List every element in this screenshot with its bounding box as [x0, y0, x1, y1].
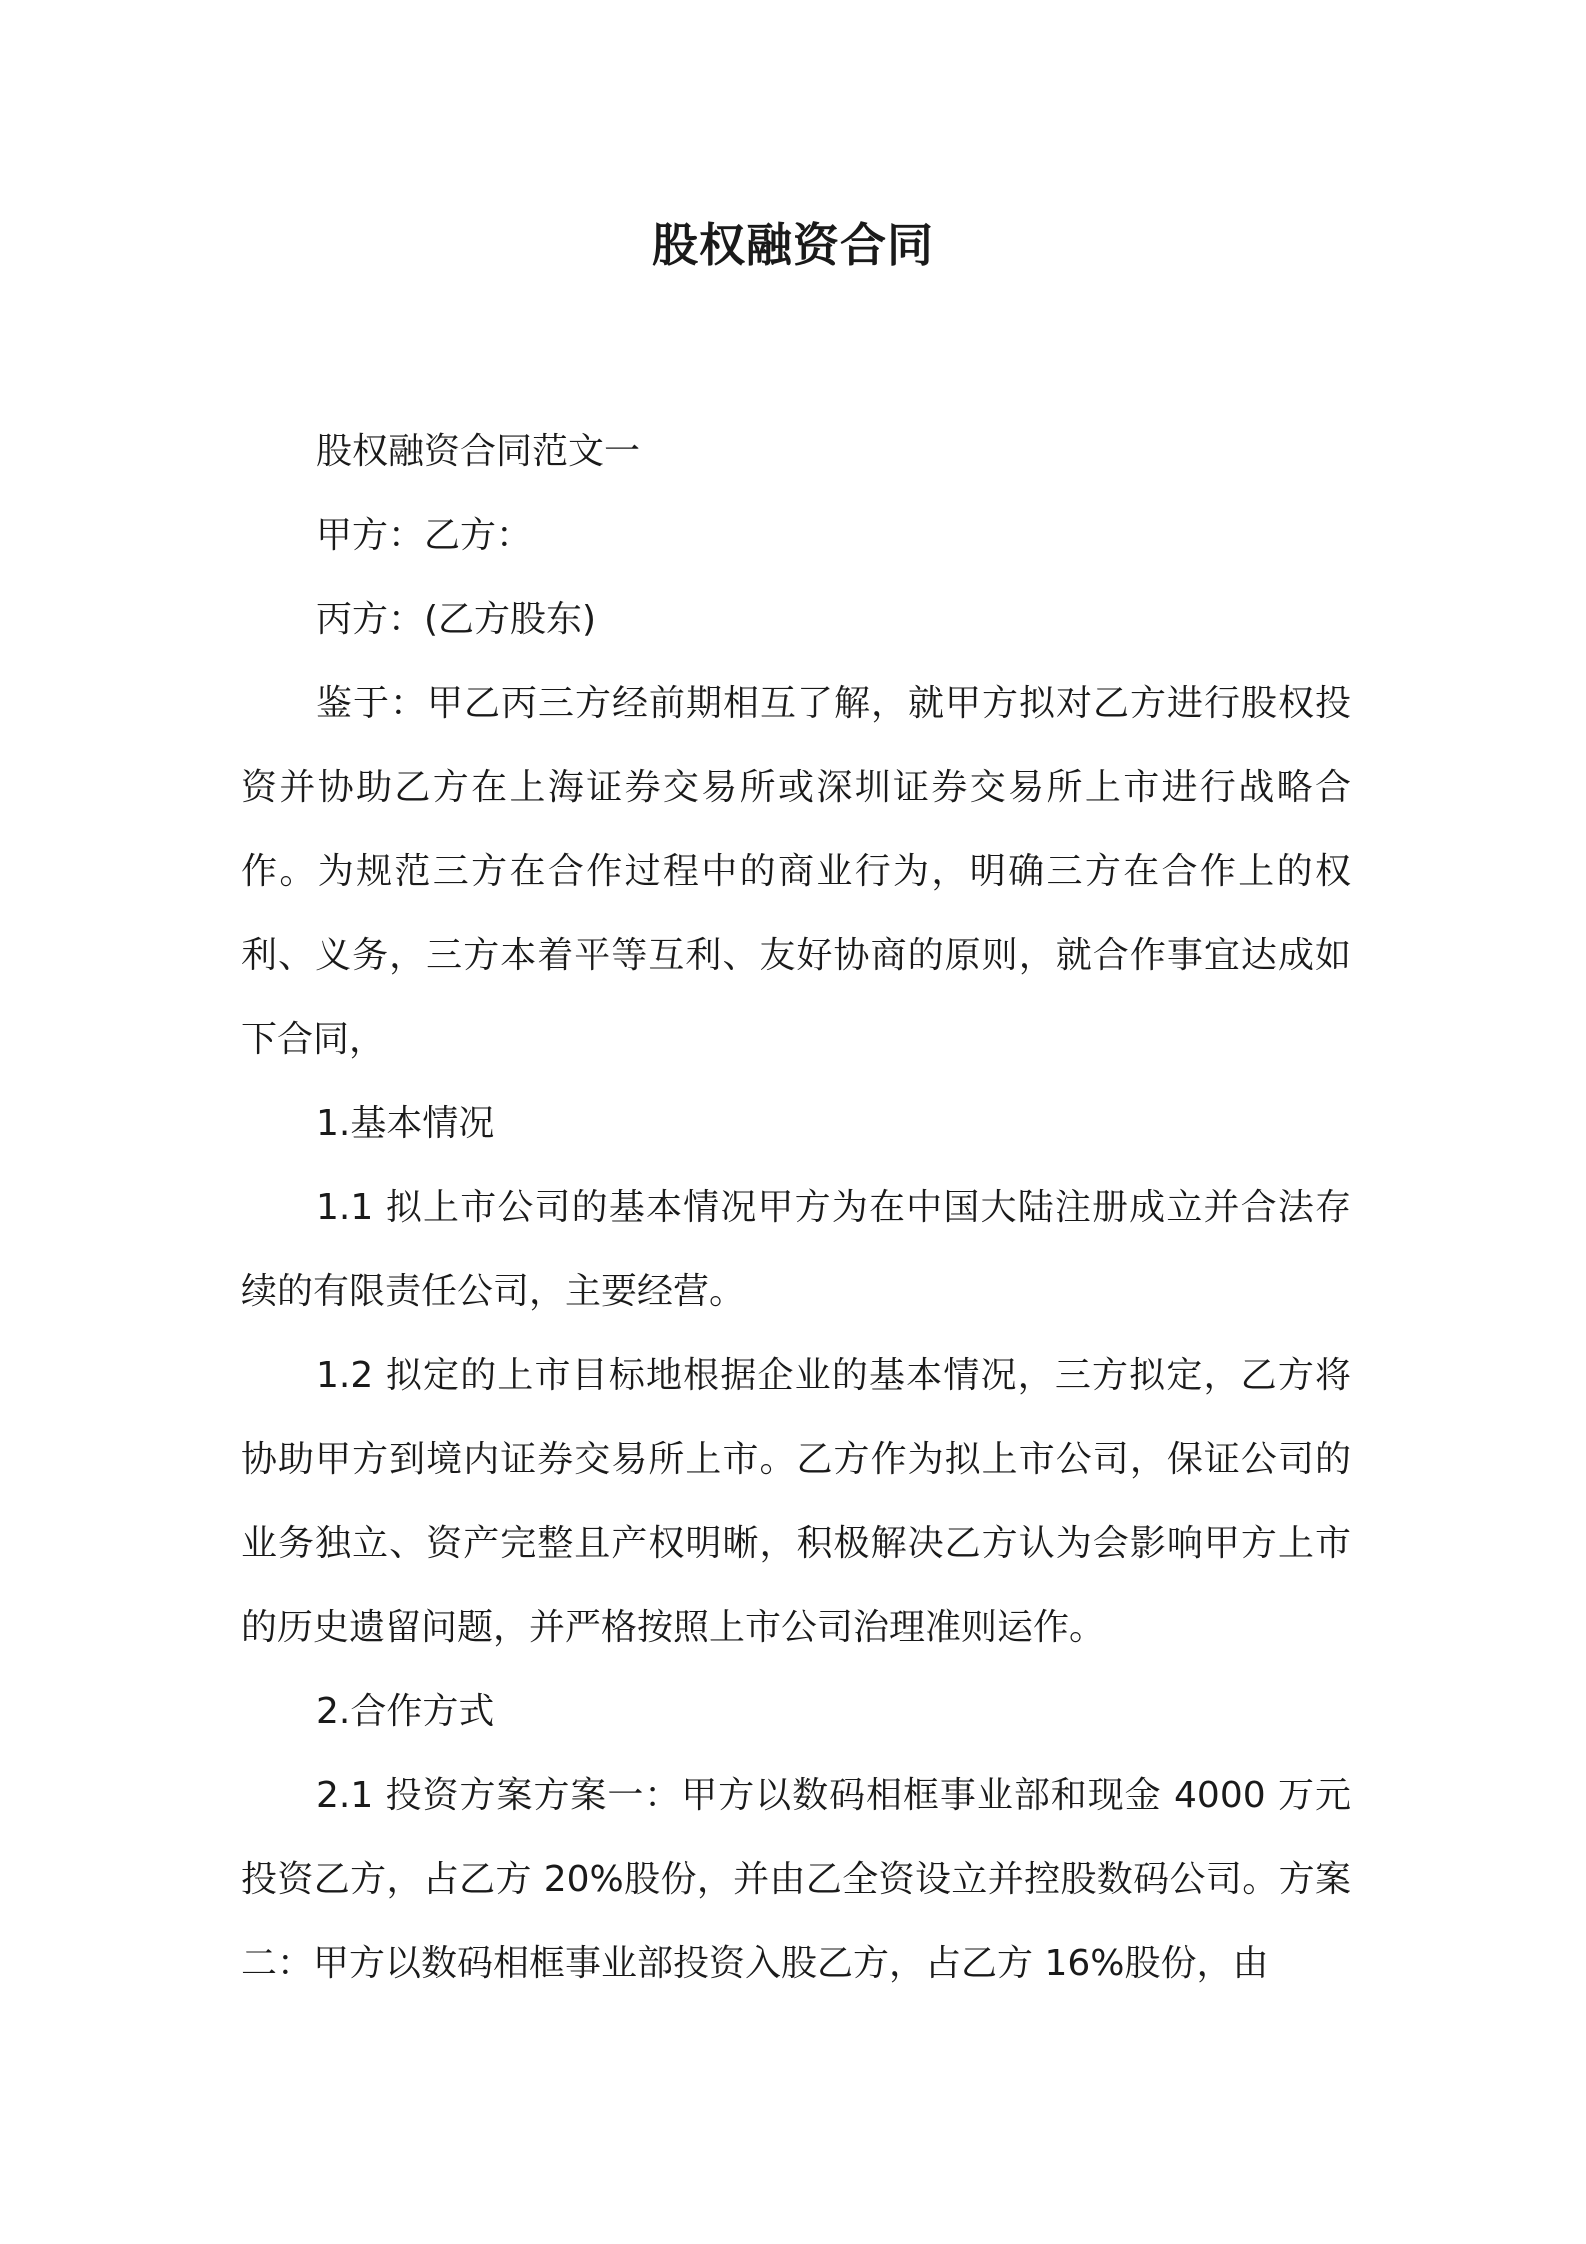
party-c-paragraph: 丙方：(乙方股东) [316, 599, 597, 640]
section-heading-cooperation: 2.合作方式 [316, 1691, 495, 1732]
subtitle-paragraph: 股权融资合同范文一 [316, 431, 641, 472]
document-body [241, 410, 1351, 2006]
clause-2-1-paragraph: 2.1 投资方案方案一：甲方以数码相框事业部和现金 4000 万元投资乙方，占乙方 20%股份，并由乙全资设立并控股数码公司。方案二：甲方以数码相框事业部投资入股乙方，占乙方 16%股份，由 [241, 1775, 1351, 1984]
whereas-paragraph: 鉴于：甲乙丙三方经前期相互了解，就甲方拟对乙方进行股权投资并协助乙方在上海证券交易所或深圳证券交易所上市进行战略合作。为规范三方在合作过程中的商业行为，明确三方在合作上的权利、义务，三方本着平等互利、友好协商的原则，就合作事宜达成如下合同， [241, 683, 1351, 1060]
party-a-b-paragraph: 甲方：乙方： [316, 515, 533, 556]
document-title: 股权融资合同 [652, 218, 934, 272]
clause-1-1-paragraph: 1.1 拟上市公司的基本情况甲方为在中国大陆注册成立并合法存续的有限责任公司，主要经营。 [241, 1187, 1351, 1312]
section-heading-basic-info: 1.基本情况 [316, 1103, 495, 1144]
clause-1-2-paragraph: 1.2 拟定的上市目标地根据企业的基本情况，三方拟定，乙方将协助甲方到境内证券交易所上市。乙方作为拟上市公司，保证公司的业务独立、资产完整且产权明晰，积极解决乙方认为会影响甲方上市的历史遗留问题，并严格按照上市公司治理准则运作。 [241, 1355, 1351, 1648]
